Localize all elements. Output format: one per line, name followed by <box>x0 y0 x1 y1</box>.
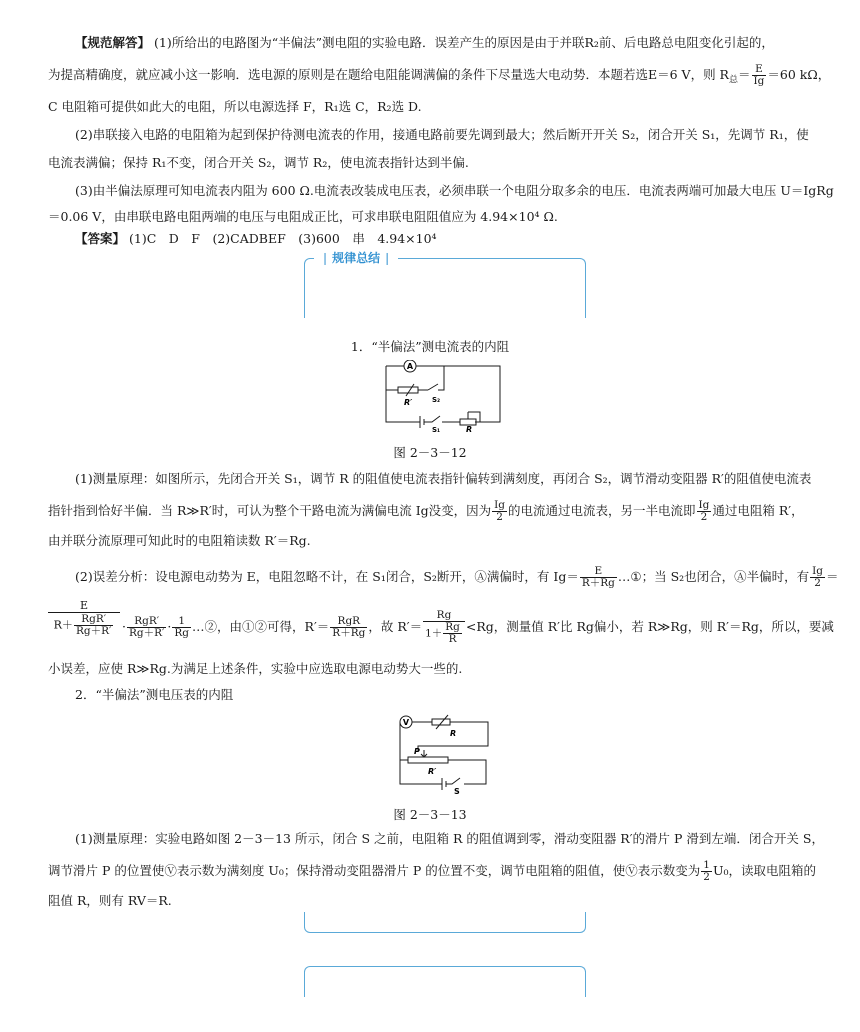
frac-num: E <box>752 64 767 76</box>
fraction-e-over-ig <box>752 64 767 87</box>
answer-text: (1)C D F (2)CADBEF (3)600 串 4.94×10⁴ <box>129 231 437 246</box>
summary-badge: ❘ 规律总结 ❘ <box>314 249 398 266</box>
answer-heading: 【答案】 <box>75 231 126 246</box>
fraction-1-over-2 <box>701 860 712 883</box>
s1-method-text-2a: 指针指到恰好半偏．当 R≫R′时，可认为整个干路电流为满偏电流 Ig没变，因为 <box>48 503 492 518</box>
solution-line-5: 电流表满偏；保持 R₁不变，闭合开关 S₂，调节 R₂，使电流表指针达到半偏. <box>48 155 469 170</box>
frac-den: 2 <box>814 577 821 589</box>
frac-num: 1 <box>703 859 710 871</box>
fig2-rprime-label: R′ <box>428 767 437 776</box>
s1-error-line-3: 小误差，应使 R≫Rg.为满足上述条件，实验中应选取电源电动势大一些的. <box>48 661 463 676</box>
compound-den <box>48 613 120 637</box>
frac-den: R＋Rg <box>581 577 615 589</box>
compound-inner-frac <box>74 614 113 637</box>
s1-error-text-1b: …①；当 S₂也闭合，Ⓐ半偏时，有 <box>617 569 810 584</box>
s1-error-text-1a: (2)误差分析：设电源电动势为 E，电阻忽略不计，在 S₁闭合，S₂断开，Ⓐ满偏时，有 Ig＝ <box>75 569 579 584</box>
solution-line-7: ＝0.06 V，由串联电路电阻两端的电压与电阻成正比，可求串联电阻阻值应为 4.94×10⁴ Ω. <box>48 209 558 224</box>
s1-method-line-1: (1)测量原理：如图所示，先闭合开关 S₁，调节 R 的阻值使电流表指针偏转到满刻度，再闭合 S₂，调节滑动变阻器 R′的阻值使电流表 <box>75 471 812 486</box>
dot-sep: · <box>122 619 126 634</box>
frac-den: Ig <box>753 75 765 87</box>
frac-rgr-over-rgr <box>127 616 166 639</box>
fig1-rprime-label: R′ <box>404 398 413 407</box>
frac-num: Rg <box>423 610 465 622</box>
s1-error-line-2 <box>122 609 834 645</box>
frac-num: RgR <box>330 616 367 628</box>
solution-text-2b: ＝60 kΩ， <box>767 67 831 82</box>
frac-num: RgR′ <box>74 614 113 626</box>
s1-error-text-1c: ＝ <box>826 569 839 584</box>
frac-num: RgR′ <box>127 616 166 628</box>
frac-num: 1 <box>172 616 191 628</box>
frac-rg-over-r <box>443 622 462 645</box>
solution-text-2a: 为提高精确度，就应减小这一影响．选电源的原则是在题给电阻能调满偏的条件下尽量选大电动势．本题若选E＝6 V，则 R <box>48 67 729 82</box>
frac-num: Ig <box>698 499 710 511</box>
next-frame-top <box>304 966 586 997</box>
frac-1-over-rg <box>172 616 191 639</box>
fig1-s1-label: S₁ <box>432 426 441 432</box>
frac-num: Ig <box>812 565 824 577</box>
compound-fraction <box>48 600 120 637</box>
frac-den: 2 <box>496 511 503 523</box>
summary-frame-bottom <box>304 912 586 933</box>
solution-line-6: (3)由半偏法原理可知电流表内阻为 600 Ω.电流表改装成电压表，必须串联一个电阻分取多余的电压．电流表两端可加最大电压 U＝IgRg <box>75 183 834 198</box>
s2-method-line-2 <box>48 859 816 883</box>
compound-num: E <box>48 600 120 613</box>
fig2-p-label: P <box>414 747 420 756</box>
frac-num: Rg <box>445 621 460 633</box>
summary-frame-right-bar <box>585 278 586 318</box>
fraction-ig-over-2-c <box>810 566 825 589</box>
fraction-ig-over-2 <box>492 500 507 523</box>
summary-frame-left-bar <box>304 278 305 318</box>
fig2-caption: 图 2－3－13 <box>393 807 467 822</box>
s1-method-line-3: 由并联分流原理可知此时的电阻箱读数 R′＝Rg. <box>48 533 311 548</box>
s1-error-text-2b: …②，由①②可得，R′＝ <box>192 619 330 634</box>
frac-den <box>423 622 465 645</box>
solution-line-2 <box>48 63 831 90</box>
s1-method-line-2 <box>48 500 812 523</box>
frac-den: Rg＋R′ <box>128 627 165 639</box>
figure-2-3-13 <box>394 714 494 796</box>
compound-den-a: R＋ <box>53 618 73 632</box>
frac-num: Ig <box>494 499 506 511</box>
dot-sep-2: · <box>167 619 172 634</box>
section2-title: 2．“半偏法”测电压表的内阻 <box>75 687 234 702</box>
solution-heading: 【规范解答】 <box>75 35 151 50</box>
fig1-r-label: R <box>466 425 473 432</box>
frac-num: E <box>580 566 617 578</box>
s2-method-text-2a: 调节滑片 P 的位置使Ⓥ表示数为满刻度 U₀；保持滑动变阻器滑片 P 的位置不变，调节电阻箱的阻值，使Ⓥ表示数变为 <box>48 863 701 878</box>
frac-den-a: 1＋ <box>425 627 443 640</box>
s2-method-text-2b: U₀，读取电阻箱的 <box>712 863 816 878</box>
s2-method-line-1: (1)测量原理：实验电路如图 2－3－13 所示，闭合 S 之前，电阻箱 R 的阻值调到零，滑动变阻器 R′的滑片 P 滑到左端．闭合开关 S， <box>75 831 824 846</box>
s1-error-text-2c: ，故 R′＝ <box>368 619 423 634</box>
s1-method-text-2c: 通过电阻箱 R′， <box>712 503 804 518</box>
section1-title: 1．“半偏法”测电流表的内阻 <box>350 339 510 354</box>
frac-den: 2 <box>700 511 708 523</box>
s2-method-line-3: 阻值 R，则有 RV＝R. <box>48 893 172 908</box>
frac-den: R <box>448 633 457 645</box>
frac-den: Rg <box>174 627 190 639</box>
s1-method-text-2b: 的电流通过电流表，另一半电流即 <box>508 503 696 518</box>
s1-error-line-1 <box>75 565 839 589</box>
fig2-r-label: R <box>450 729 457 738</box>
solution-text-1: (1)所给出的电路图为“半偏法”测电阻的实验电路．误差产生的原因是由于并联R₂前、后电路总电阻变化引起的， <box>154 35 774 50</box>
solution-line-1 <box>75 34 812 52</box>
fig2-s-label: S <box>454 787 460 796</box>
fig2-voltmeter-label: V <box>402 718 410 727</box>
frac-den: Rg＋R′ <box>75 625 112 637</box>
frac-rg-over-1-rg-r <box>423 610 465 645</box>
fraction-ig-over-2-b <box>697 500 712 523</box>
answer-line <box>75 230 812 248</box>
solution-line-3: C 电阻箱可提供如此大的电阻，所以电源选择 F，R₁选 C，R₂选 D. <box>48 99 422 114</box>
fig1-ammeter-label: A <box>406 362 414 371</box>
fig1-caption: 图 2－3－12 <box>393 445 467 460</box>
frac-den: 2 <box>703 871 710 883</box>
equals-sign: ＝ <box>737 67 751 82</box>
frac-den: R＋Rg <box>332 627 366 639</box>
s1-error-text-2d: <Rg，测量值 R′比 Rg偏小，若 R≫Rg，则 R′＝Rg，所以，要减 <box>465 619 834 634</box>
solution-line-4: (2)串联接入电路的电阻箱为起到保护待测电流表的作用，接通电路前要先调到最大；然后断开开关 S₂，闭合开关 S₁，先调节 R₁，使 <box>75 127 809 142</box>
fig1-s2-label: S₂ <box>432 396 441 404</box>
fraction-e-over-r-rg <box>580 566 617 589</box>
figure-2-3-12 <box>380 360 510 432</box>
subscript-total: 总 <box>728 75 738 86</box>
frac-rgr-over-r-rg <box>330 616 367 639</box>
